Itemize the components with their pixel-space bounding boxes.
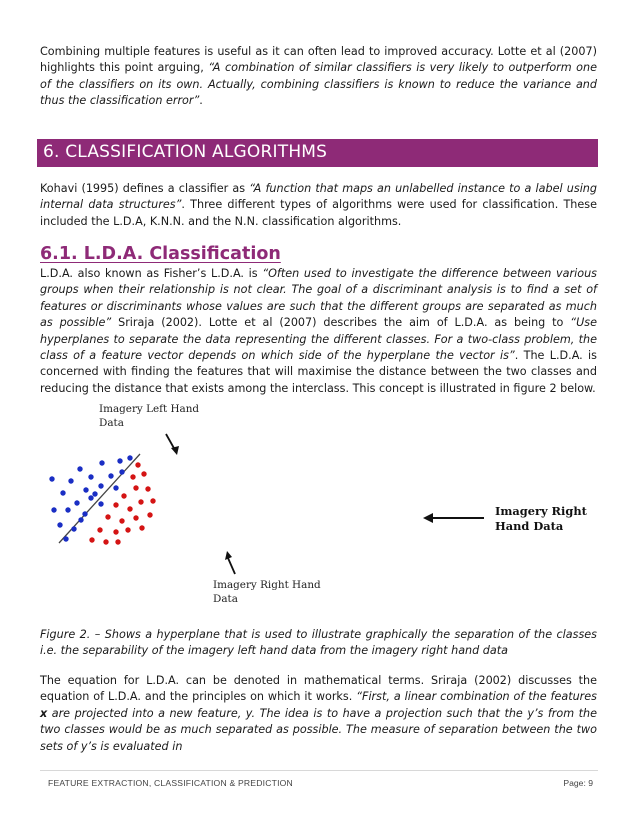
left-hand-data-point (68, 478, 73, 483)
left-hand-data-point (99, 460, 104, 465)
left-hand-data-point (98, 483, 103, 488)
figure-label-right-hand-big (495, 504, 587, 534)
equation-quote-1: “First, a linear combination of the features (356, 690, 597, 704)
figure-caption-text: Figure 2. – Shows a hyperplane that is used to illustrate graphically the separation of the classes i.e. the separability of the imagery left hand data from the imagery right hand data (40, 628, 597, 658)
lda-scatter-figure (40, 450, 170, 550)
subsection-title: 6.1. L.D.A. Classification (40, 244, 281, 264)
footer-title: FEATURE EXTRACTION, CLASSIFICATION & PREDICTION (48, 778, 293, 788)
figure-label-right-small-line1: Imagery Right Hand (213, 579, 321, 591)
arrow-to-right-data-icon (222, 550, 242, 578)
right-hand-data-point (113, 529, 118, 534)
figure-label-right-big-line2: Hand Data (495, 519, 564, 533)
left-hand-data-point (74, 500, 79, 505)
right-hand-data-point (121, 493, 126, 498)
right-hand-data-point (127, 506, 132, 511)
right-hand-data-point (145, 486, 150, 491)
arrow-pointing-left-icon (422, 511, 486, 525)
equation-text-1: The equation for L.D.A. can be denoted in mathematical terms. Sriraja (2002) discusses the equation of L.D.A. and the principles on which it works. (40, 674, 597, 704)
left-hand-data-point (77, 466, 82, 471)
left-hand-data-point (78, 517, 83, 522)
left-hand-data-point (82, 511, 87, 516)
left-hand-data-point (119, 469, 124, 474)
equation-quote-2: are projected into a new feature, y. The idea is to have a projection such that the y’s from the two classes would be as much separated as possible. The measure of separation between the two sets of y’s is evaluated in (40, 706, 597, 753)
lda-paragraph (40, 266, 597, 397)
left-hand-data-point (92, 491, 97, 496)
right-hand-data-point (113, 502, 118, 507)
right-hand-data-point (141, 471, 146, 476)
lda-quote-2: “Use hyperplanes to separate the data representing the different classes. For a two-class problem, the class of a feature vector depends on which side of the hyperplane the vector is” (40, 316, 597, 363)
left-hand-data-point (71, 526, 76, 531)
figure-label-right-big-line1: Imagery Right (495, 504, 587, 518)
figure-label-right-hand-small (213, 579, 321, 606)
figure-label-left-line1: Imagery Left Hand (99, 403, 200, 415)
left-hand-data-point (49, 476, 54, 481)
figure-caption (40, 627, 597, 660)
left-hand-data-point (63, 536, 68, 541)
section-quote: “A function that maps an unlabelled instance to a label using internal data structures” (40, 182, 597, 212)
intro-end: . (199, 94, 203, 108)
figure-label-right-small-line2: Data (213, 592, 238, 605)
left-hand-data-point (83, 487, 88, 492)
intro-paragraph (40, 44, 597, 110)
right-hand-data-point (147, 512, 152, 517)
left-hand-data-point (51, 507, 56, 512)
right-hand-data-point (133, 515, 138, 520)
lda-text-3: . The L.D.A. is concerned with finding the features that will maximise the distance between the two classes and reducing the distance that exists among the interclass. This concept is illustrated in figure 2 below. (40, 349, 597, 395)
section-heading-banner (37, 139, 598, 167)
left-hand-data-point (88, 474, 93, 479)
section-text-end: . Three different types of algorithms were used for classification. These included the L.D.A, K.N.N. and the N.N. classification algorithms. (40, 198, 597, 228)
right-hand-data-point (139, 525, 144, 530)
page-number: Page: 9 (563, 778, 593, 788)
right-hand-data-point (105, 514, 110, 519)
right-hand-data-point (89, 537, 94, 542)
equation-paragraph (40, 673, 597, 755)
section-paragraph (40, 181, 597, 230)
section-text: Kohavi (1995) defines a classifier as (40, 182, 250, 195)
right-hand-data-point (97, 527, 102, 532)
intro-text: Combining multiple features is useful as it can often lead to improved accuracy. Lotte et al (2007) highlights this point arguing, (40, 45, 597, 75)
right-hand-data-point (130, 474, 135, 479)
left-hand-data-point (117, 458, 122, 463)
left-hand-data-point (113, 485, 118, 490)
left-hand-data-point (127, 455, 132, 460)
right-hand-data-point (138, 499, 143, 504)
figure-label-left-hand (99, 403, 199, 430)
section-title: 6. CLASSIFICATION ALGORITHMS (43, 142, 328, 162)
right-hand-data-point (133, 485, 138, 490)
lda-text-1: L.D.A. also known as Fisher’s L.D.A. is (40, 267, 263, 280)
left-hand-data-point (88, 495, 93, 500)
left-hand-data-point (108, 473, 113, 478)
right-hand-data-point (150, 498, 155, 503)
left-hand-data-point (57, 522, 62, 527)
right-hand-data-point (115, 539, 120, 544)
left-hand-data-point (60, 490, 65, 495)
lda-text-2: Sriraja (2002). Lotte et al (2007) describes the aim of L.D.A. as being to (111, 316, 571, 330)
footer-divider (40, 770, 598, 771)
lda-quote-1: “Often used to investigate the difference between various groups when their relationship is not clear. The goal of a discriminant analysis is to find a set of features or discriminants whose values are such that the different groups are separated as much as possible” (40, 267, 597, 330)
equation-var-x: x (40, 706, 48, 720)
left-hand-data-point (98, 501, 103, 506)
intro-quote: “A combination of similar classifiers is very likely to outperform one of the classifiers on its own. Actually, combining classifiers is known to reduce the variance and thus the classification error” (40, 61, 597, 108)
right-hand-data-point (119, 518, 124, 523)
right-hand-data-point (135, 462, 140, 467)
left-hand-data-point (65, 507, 70, 512)
right-hand-data-point (125, 527, 130, 532)
right-hand-data-point (103, 539, 108, 544)
figure-label-left-line2: Data (99, 416, 124, 429)
